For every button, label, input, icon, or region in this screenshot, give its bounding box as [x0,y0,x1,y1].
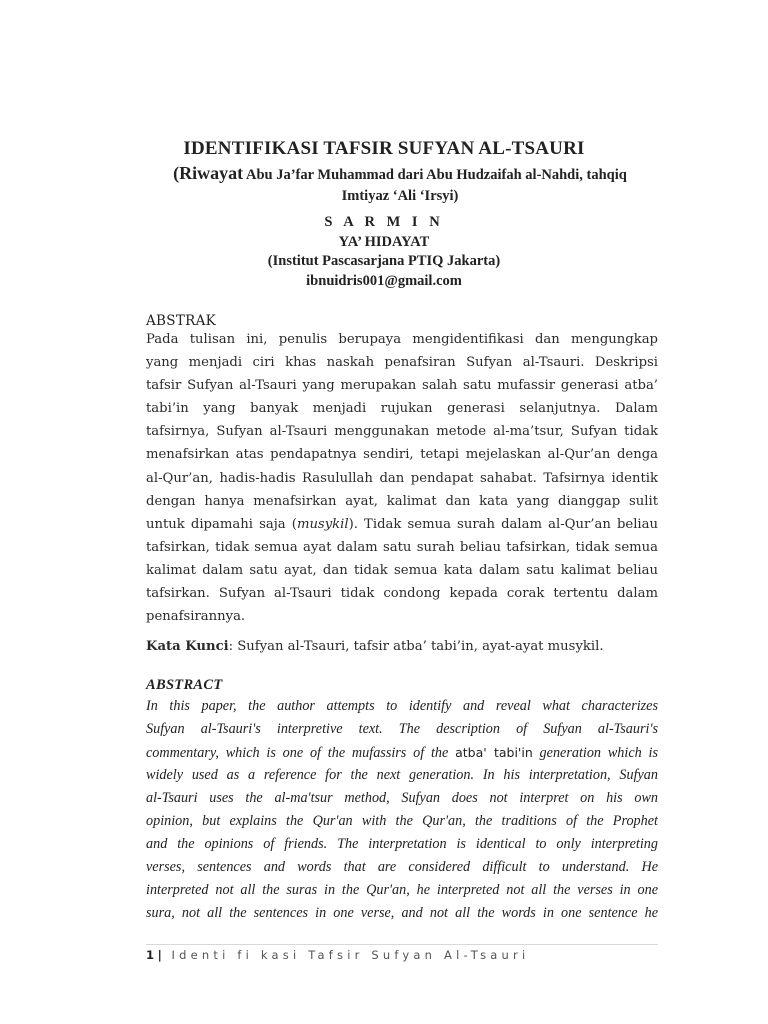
abstract-line: widely used as a reference for the next generation. In his interpretation, Sufyan [146,767,658,783]
footer-divider [146,944,658,945]
abstrak-heading: ABSTRAK [146,313,217,329]
subtitle-line2: Imtiyaz ‘Ali ‘Irsyi) [341,188,459,204]
footer-separator: | [157,948,162,962]
abstrak-line: kalimat dalam satu ayat, dan tidak semua kata dalam satu kalimat beliau [146,562,658,578]
subtitle-line1: Abu Ja’far Muhammad dari Abu Hudzaifah al-Nahdi, tahqiq [243,167,627,183]
abstrak-paragraph [146,328,658,628]
abstrak-line: penafsirannya. [146,609,246,625]
author-email: ibnuidris001@gmail.com [306,272,462,289]
abstract-line: In this paper, the author attempts to identify and reveal what characterizes [146,698,658,714]
author-affiliation: (Institut Pascasarjana PTIQ Jakarta) [267,253,501,270]
abstract-line-part: commentary, which is one of the mufassirs of the [146,745,456,761]
abstrak-line: tafsir Sufyan al-Tsauri yang merupakan salah satu mufassir generasi atba’ [146,378,658,394]
abstrak-line: tafsirkan, tidak semua ayat dalam satu surah beliau tafsirkan, tidak semua [146,539,658,555]
abstract-line: sura, not all the sentences in one verse, and not all the words in one sentence he [146,905,658,921]
abstrak-line: menafsirkan atas pendapatnya sendiri, tetapi mejelaskan al-Qur’an denga [146,447,658,463]
abstrak-line: tafsirnya, Sufyan al-Tsauri menggunakan metode al-ma’tsur, Sufyan tidak [146,424,658,440]
abstract-upright-term: atba' tabi'in [455,745,533,760]
author-name-2: YA’ HIDAYAT [338,233,430,250]
abstrak-line: yang menjadi ciri khas naskah penafsiran Sufyan al-Tsauri. Deskripsi [146,355,658,371]
abstract-line: opinion, but explains the Qur'an with the Qur'an, the traditions of the Prophet [146,813,658,829]
abstrak-line: dengan hanya menafsirkan ayat, kalimat dan kata yang dianggap sulit [146,493,658,509]
abstrak-line: tabi’in yang banyak menjadi rujukan generasi selanjutnya. Dalam [146,401,658,417]
abstrak-line-part: ). Tidak semua surah dalam al-Qur’an beliau [348,516,658,532]
paper-subtitle [140,163,660,207]
paper-title: IDENTIFIKASI TAFSIR SUFYAN AL-TSAURI [183,138,585,159]
abstract-line: verses, sentences and words that are considered difficult to understand. He [146,859,658,875]
abstrak-line: Pada tulisan ini, penulis berupaya mengidentifikasi dan mengungkap [146,332,658,347]
abstract-line [146,741,658,764]
page-number: 1 [146,948,155,962]
abstrak-line-part: untuk dipamahi saja ( [146,516,297,532]
subtitle-riwayat: (Riwayat [173,163,244,183]
abstrak-italic-term: musykil [296,516,349,532]
abstrak-line: tafsirkan. Sufyan al-Tsauri tidak condong kepada corak tertentu dalam [146,586,658,602]
abstrak-line [146,513,658,536]
abstract-line: Sufyan al-Tsauri's interpretive text. The description of Sufyan al-Tsauri's [146,721,658,737]
abstract-line: and the opinions of friends. The interpretation is identical to only interpreting [146,836,658,852]
author-name-1: S A R M I N [324,214,444,230]
keywords [146,635,658,658]
abstract-paragraph [146,695,658,925]
abstract-heading: ABSTRACT [146,677,223,693]
abstract-line-part: generation which is [532,745,658,761]
author-block [0,213,768,291]
keywords-label: Kata Kunci [146,639,229,654]
abstract-line: al-Tsauri uses the al-ma'tsur method, Sufyan does not interpret on his own [146,790,658,806]
abstrak-line: al-Qur’an, hadis-hadis Rasulullah dan pendapat sahabat. Tafsirnya identik [146,470,658,486]
running-title: Identi fi kasi Tafsir Sufyan Al-Tsauri [171,948,530,962]
page-footer [146,948,529,962]
keywords-text: : Sufyan al-Tsauri, tafsir atba’ tabi’in, ayat-ayat musykil. [228,639,604,654]
abstract-line: interpreted not all the suras in the Qur'an, he interpreted not all the verses in one [146,882,658,898]
